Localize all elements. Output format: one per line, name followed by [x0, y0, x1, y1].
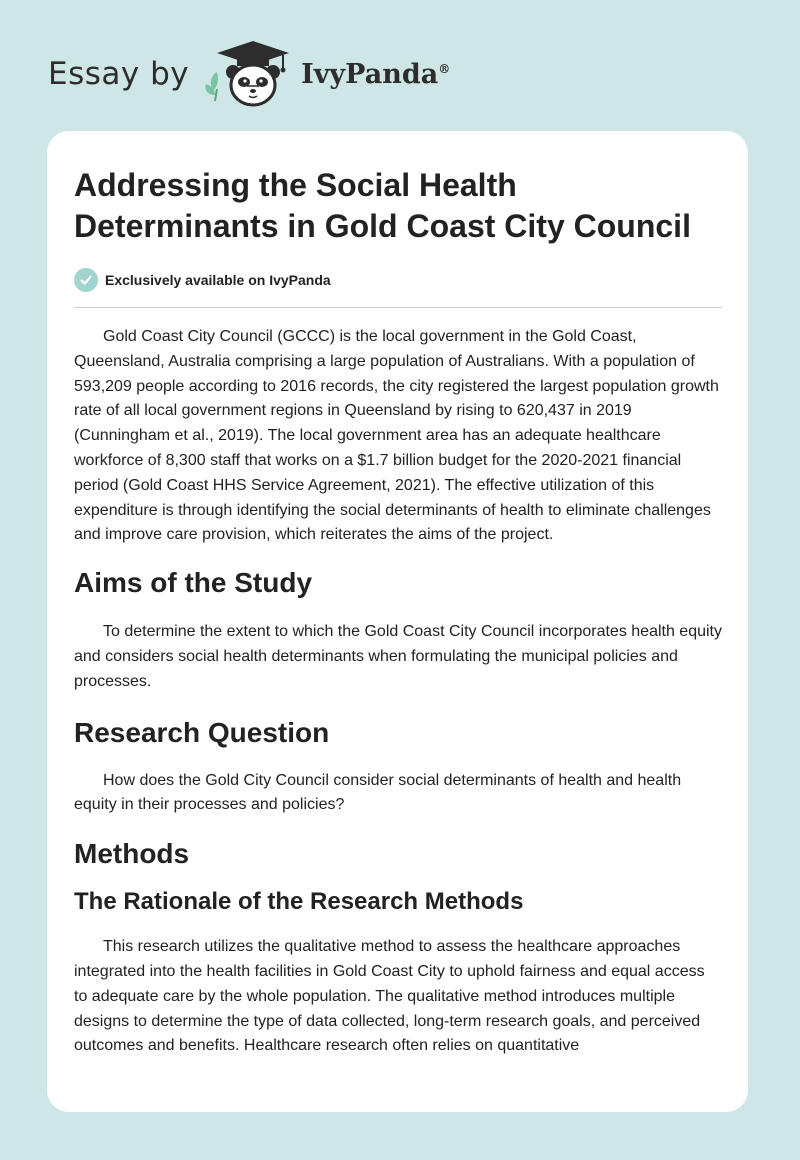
intro-paragraph: Gold Coast City Council (GCCC) is the local government in the Gold Coast, Queensland, Australia comprising a large population of Australians. With a population of 593,209 people according to 2016 records, the city registered the largest population growth rate of all local government regions in Queensland by rising to 620,437 in 2019 (Cunningham et al., 2019). The local government area has an adequate healthcare workforce of 8,300 staff that works on a $1.7 billion budget for the 2020-2021 financial period (Gold Coast HHS Service Agreement, 2021). The effective utilization of this expenditure is through identifying the social determinants of health to eliminate challenges and improve care provision, which reiterates the aims of the project. [74, 328, 719, 544]
registered-mark: ® [438, 61, 451, 76]
brand-name-text: IvyPanda [301, 58, 439, 90]
brand-header[interactable] [48, 36, 450, 112]
essay-card [47, 131, 748, 1112]
aims-paragraph: To determine the extent to which the Gold Coast City Council incorporates health equity and considers social health determinants when formulating the municipal policies and processes. [74, 623, 722, 690]
aims-heading: Aims of the Study [74, 567, 313, 599]
exclusive-badge [74, 267, 722, 293]
methods-heading: Methods [74, 838, 190, 870]
page-title: Addressing the Social Health Determinants in Gold Coast City Council [74, 167, 691, 244]
rationale-heading: The Rationale of the Research Methods [74, 888, 524, 916]
brand-name [301, 59, 450, 90]
exclusive-text: Exclusively available on IvyPanda [105, 272, 331, 288]
check-icon [74, 268, 98, 292]
research-question-heading: Research Question [74, 716, 330, 748]
title-divider [74, 307, 722, 308]
panda-logo-icon [203, 39, 299, 109]
research-question-paragraph: How does the Gold City Council consider social determinants of health and health equity in their processes and policies? [74, 771, 682, 814]
brand-prefix: Essay by [48, 56, 190, 92]
rationale-paragraph: This research utilizes the qualitative method to assess the healthcare approaches integrated into the health facilities in Gold Coast City to uphold fairness and equal access to adequate care by the whole population. The qualitative method introduces multiple designs to determine the type of data collected, long-term research goals, and perceived outcomes and benefits. Healthcare research often relies on quantitative [74, 938, 705, 1055]
